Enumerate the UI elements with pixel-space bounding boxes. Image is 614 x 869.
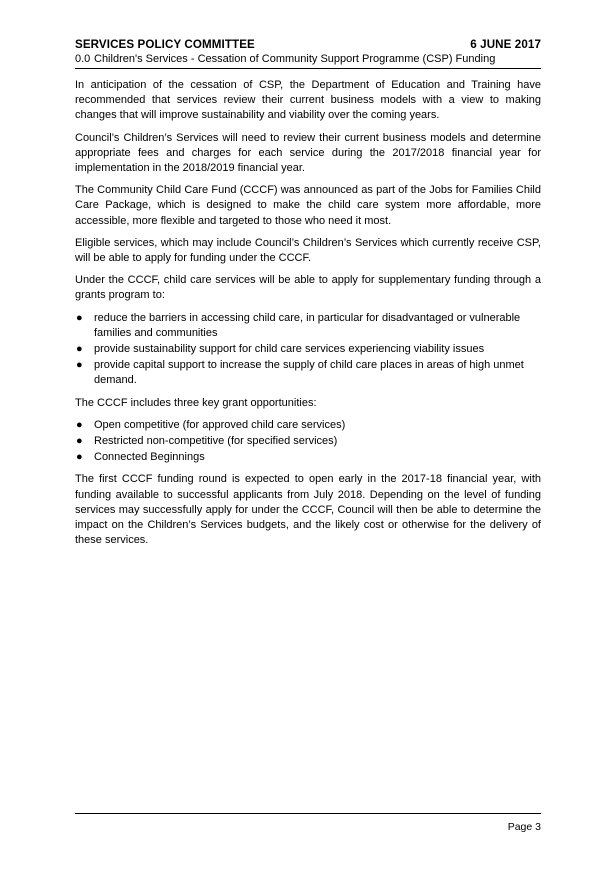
list-item-text: Open competitive (for approved child care services) xyxy=(94,418,346,431)
footer-divider xyxy=(75,813,541,814)
list-item xyxy=(75,342,541,357)
list-item-text: Restricted non-competitive (for specified services) xyxy=(94,435,338,448)
paragraph: In anticipation of the cessation of CSP, the Department of Education and Training have recommended that services review their current business models with a view to making changes that will improve sustainability and viability over the coming years. xyxy=(75,79,541,122)
paragraph: Council’s Children’s Services will need to review their current business models and determine appropriate fees and charges for each service during the 2017/2018 financial year for implementation in the 2018/2019 financial year. xyxy=(75,131,541,175)
item-number: 0.0 xyxy=(75,53,91,65)
list-item xyxy=(75,418,541,433)
header-divider xyxy=(75,68,541,69)
list-item-text: reduce the barriers in accessing child care, in particular for disadvantaged or vulnerable families and communities xyxy=(94,311,521,339)
bullet-icon: ● xyxy=(76,435,83,448)
list-item-text: provide sustainability support for child care services experiencing viability issues xyxy=(94,343,485,356)
document-body xyxy=(75,78,541,555)
paragraph: The Community Child Care Fund (CCCF) was announced as part of the Jobs for Families Child Care Package, which is designed to make the child care system more affordable, more accessible, more flexible and targeted to those who need it most. xyxy=(75,184,541,227)
list-item-text: provide capital support to increase the supply of child care places in areas of high unmet demand. xyxy=(94,359,524,387)
paragraph: Under the CCCF, child care services will be able to apply for supplementary funding through a grants program to: xyxy=(75,274,541,302)
bullet-icon: ● xyxy=(76,311,83,324)
paragraph: The first CCCF funding round is expected to open early in the 2017-18 financial year, with funding available to successful applicants from July 2018. Depending on the level of funding services may successfully apply for under the CCCF, Council will then be able to determine the impact on the Children’s Services budgets, and the likely cost or otherwise for the delivery of these services. xyxy=(75,473,541,547)
list-item xyxy=(75,311,541,341)
bullet-icon: ● xyxy=(76,451,83,464)
list-item xyxy=(75,358,541,388)
bullet-icon: ● xyxy=(76,343,83,356)
header-row xyxy=(75,38,541,51)
grant-opportunities-list xyxy=(75,418,541,466)
page-header xyxy=(75,38,541,69)
item-title: Children's Services - Cessation of Community Support Programme (CSP) Funding xyxy=(94,53,496,65)
list-item-text: Connected Beginnings xyxy=(94,451,205,464)
bullet-icon: ● xyxy=(76,418,83,431)
page-number: Page 3 xyxy=(507,821,541,833)
list-item xyxy=(75,450,541,465)
committee-title: SERVICES POLICY COMMITTEE xyxy=(75,38,255,51)
bullet-icon: ● xyxy=(76,359,83,372)
grant-purposes-list xyxy=(75,311,541,389)
paragraph: Eligible services, which may include Council’s Children’s Services which currently receive CSP, will be able to apply for funding under the CCCF. xyxy=(75,236,541,265)
list-item xyxy=(75,434,541,449)
item-heading xyxy=(75,53,541,65)
page-footer xyxy=(75,813,541,833)
meeting-date: 6 JUNE 2017 xyxy=(470,38,541,51)
paragraph: The CCCF includes three key grant opportunities: xyxy=(75,396,317,409)
